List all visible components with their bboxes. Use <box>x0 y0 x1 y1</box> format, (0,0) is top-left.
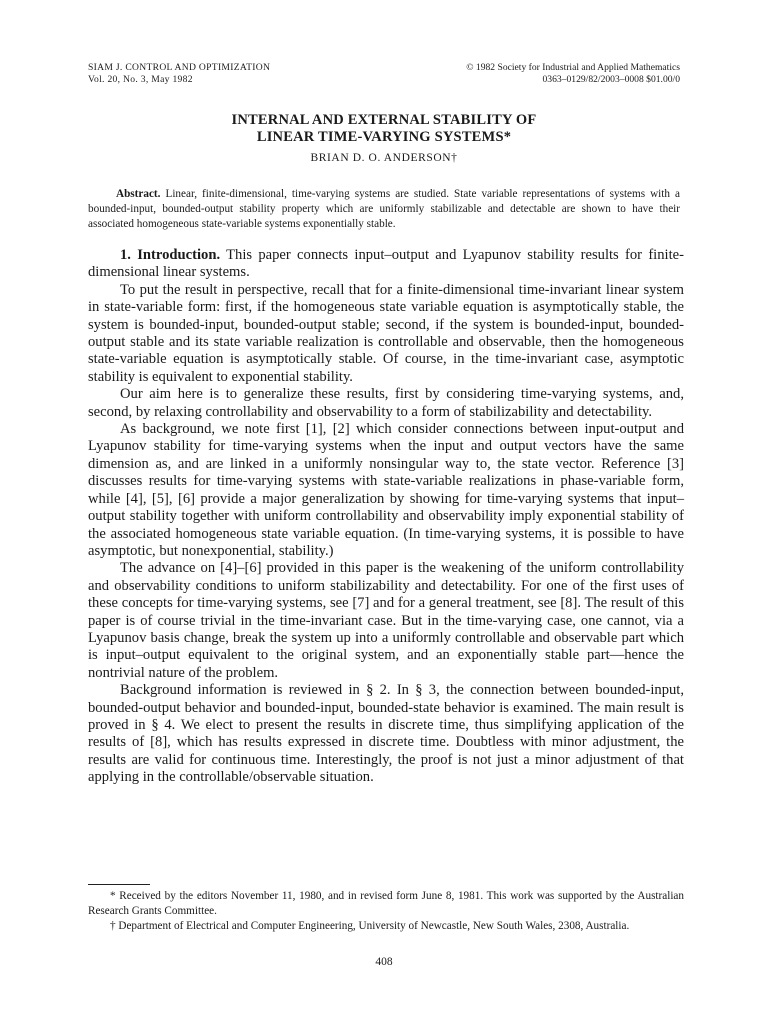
abstract <box>88 187 680 233</box>
abstract-label: Abstract. <box>116 188 161 200</box>
title-line-1: INTERNAL AND EXTERNAL STABILITY OF <box>231 112 537 128</box>
author-name: BRIAN D. O. ANDERSON† <box>310 152 458 164</box>
body-text <box>88 247 684 787</box>
paper-title <box>88 112 680 146</box>
copyright-line: © 1982 Society for Industrial and Applied Mathematics <box>466 62 680 73</box>
paragraph-text: This paper connects input–output and Lyapunov stability results for finite-dimensional linear systems. <box>88 247 684 281</box>
paragraph: Background information is reviewed in § 2. In § 3, the connection between bounded-input, bounded-output behavior and bounded-input, bounded-state behavior is examined. The main result is proved in § 4. We elect to present the results in discrete time, thus simplifying application of the results of [8], which has results expressed in discrete time. Doubtless with minor adjustment, the results are valid for continuous time. Interestingly, the proof is not just a minor adjustment of that applying in the controllable/observable situation. <box>88 682 684 786</box>
journal-name: SIAM J. CONTROL AND OPTIMIZATION <box>88 62 271 73</box>
abstract-text: Linear, finite-dimensional, time-varying systems are studied. State variable representations of systems with a bounded-input, bounded-output stability property which are uniformly stabilizable and detectable are shown to have their associated homogeneous state-variable systems exponentially stable. <box>88 188 680 231</box>
article-code: 0363–0129/82/2003–0008 $01.00/0 <box>542 74 680 85</box>
paragraph: The advance on [4]–[6] provided in this paper is the weakening of the uniform controllability and observability conditions to uniform stabilizability and detectability. For one of the first uses of these concepts for time-varying systems, see [7] and for a general treatment, see [8]. The result of this paper is of course trivial in the time-invariant case. But in the time-varying case, one cannot, via a Lyapunov basis change, break the system up into a uniformly controllable and observable part which is input–output equivalent to the original system, and an exponentially stable part—hence the nontrivial nature of the problem. <box>88 560 684 681</box>
paragraph <box>88 247 684 282</box>
journal-volume: Vol. 20, No. 3, May 1982 <box>88 74 193 85</box>
page-number: 408 <box>375 956 393 968</box>
footnote-received: * Received by the editors November 11, 1980, and in revised form June 8, 1981. This work was supported by the Australian Research Grants Committee. <box>88 890 684 917</box>
section-heading: 1. Introduction. <box>120 247 221 263</box>
footnote-affiliation: † Department of Electrical and Computer Engineering, University of Newcastle, New South Wales, 2308, Australia. <box>110 919 630 932</box>
paragraph: To put the result in perspective, recall that for a finite-dimensional time-invariant linear system in state-variable form: first, if the homogeneous state variable equation is asymptotically stable, the system is bounded-input, bounded-output stable; second, if the system is bounded-input, bounded-output stable and its state variable realization is controllable and observable, then the homogeneous state-variable equation is asymptotically stable. Of course, in the time-invariant case, asymptotic stability is equivalent to exponential stability. <box>88 281 684 385</box>
footnotes <box>88 889 684 933</box>
paragraph: Our aim here is to generalize these results, first by considering time-varying systems, and, second, by relaxing controllability and observability to a form of stabilizability and detectability. <box>88 386 684 420</box>
title-line-2: LINEAR TIME-VARYING SYSTEMS* <box>256 129 512 145</box>
paragraph: As background, we note first [1], [2] which consider connections between input-output and Lyapunov stability for time-varying systems when the input and output vectors have the same dimension as, and are linked in a uniformly nonsingular way to, the state vector. Reference [3] discusses results for time-varying systems with state-variable realizations in phase-variable form, while [4], [5], [6] provide a major generalization by showing for time-varying systems that input–output stability together with uniform controllability and observability imply exponential stability of the associated homogeneous state variable equation. (In time-varying systems, it is possible to have asymptotic, but nonexponential, stability.) <box>88 421 684 559</box>
copyright-info <box>466 62 680 86</box>
footnote-rule <box>88 884 150 885</box>
journal-info <box>88 62 270 86</box>
